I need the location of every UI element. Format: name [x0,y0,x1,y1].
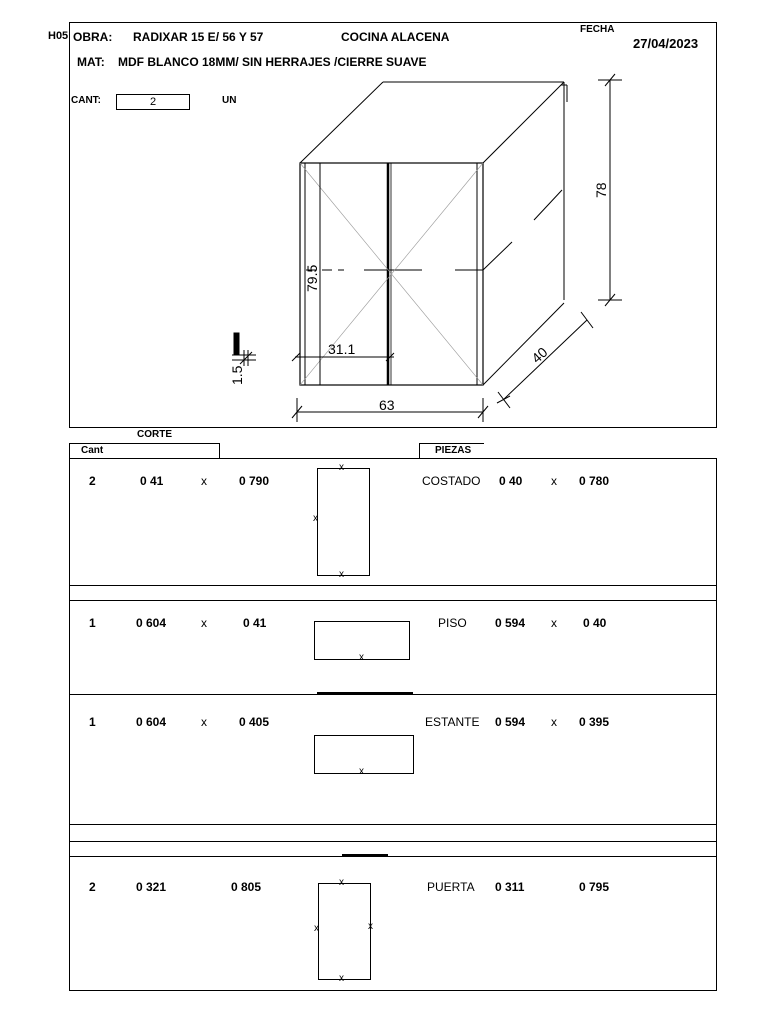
row-piece-b: 0 795 [579,880,610,894]
cant-header-label: Cant [81,445,104,456]
cant-label: CANT: [71,95,101,106]
row-piece-a: 0 311 [495,880,525,894]
cabinet-drawing [0,0,768,440]
edge-mark: x [339,569,344,580]
obra-value: RADIXAR 15 E/ 56 Y 57 [133,30,264,44]
edge-mark: x [339,877,344,888]
row-cut-a: 0 321 [136,880,167,894]
row-divider [69,585,717,586]
row-cut-a: 0 41 [140,474,164,488]
piezas-header-label: PIEZAS [435,445,472,456]
row-cut-b: 0 405 [239,715,270,729]
row-cut-x: x [201,616,207,630]
piezas-header-tab [419,443,484,459]
row-cut-b: 0 41 [243,616,267,630]
row-piece-b: 0 780 [579,474,610,488]
row-cut-b: 0 790 [239,474,270,488]
piece-sketch [318,883,371,980]
piece-sketch [317,468,370,576]
dim-height-label: 78 [593,182,609,198]
edge-mark: x [368,921,373,932]
row-cut-x: x [201,474,207,488]
row-divider [69,694,717,695]
dim-thickness-label: 1.5 [229,365,245,385]
row-cant: 2 [89,880,96,894]
sheet-title: COCINA ALACENA [341,30,450,44]
edge-mark: x [339,973,344,984]
row-piece-x: x [551,474,557,488]
cant-header-tab [69,443,220,459]
row-divider [69,856,717,857]
edge-mark: x [359,766,364,777]
row-cut-a: 0 604 [136,616,167,630]
mat-label: MAT: [77,55,105,69]
row-piece-a: 0 594 [495,616,526,630]
piece-sketch [314,735,414,774]
corte-label: CORTE [137,429,172,440]
dim-door-height-label: 79.5 [304,264,320,292]
edge-mark: x [313,513,318,524]
cant-value: 2 [149,96,157,108]
row-cut-a: 0 604 [136,715,167,729]
row-cut-b: 0 805 [231,880,262,894]
row-cant: 1 [89,616,96,630]
edge-mark: x [359,652,364,663]
row-accent [317,692,413,694]
row-cant: 1 [89,715,96,729]
obra-label: OBRA: [73,30,113,44]
row-piece-a: 0 594 [495,715,526,729]
sheet-code: H05 [48,30,69,42]
row-piece-name: ESTANTE [425,715,480,729]
dim-door-width-label: 31.1 [328,341,356,357]
row-piece-b: 0 40 [583,616,607,630]
row-divider [69,841,717,842]
fecha-value: 27/04/2023 [633,36,699,51]
row-piece-a: 0 40 [499,474,523,488]
row-piece-name: PISO [438,616,467,630]
row-cut-x: x [201,715,207,729]
edge-mark: x [314,923,319,934]
row-piece-x: x [551,616,557,630]
table-frame [69,458,717,991]
unit-label: UN [222,95,237,106]
fecha-label: FECHA [580,24,615,35]
row-divider [69,600,717,601]
row-piece-x: x [551,715,557,729]
mat-value: MDF BLANCO 18MM/ SIN HERRAJES /CIERRE SUAVE [118,55,427,69]
row-piece-name: PUERTA [427,880,475,894]
row-piece-name: COSTADO [422,474,481,488]
dim-width-label: 63 [379,397,395,413]
row-divider [69,824,717,825]
dim-depth-label: 40 [528,343,551,367]
row-cant: 2 [89,474,96,488]
edge-mark: x [339,462,344,473]
row-piece-b: 0 395 [579,715,610,729]
row-accent [342,854,388,856]
